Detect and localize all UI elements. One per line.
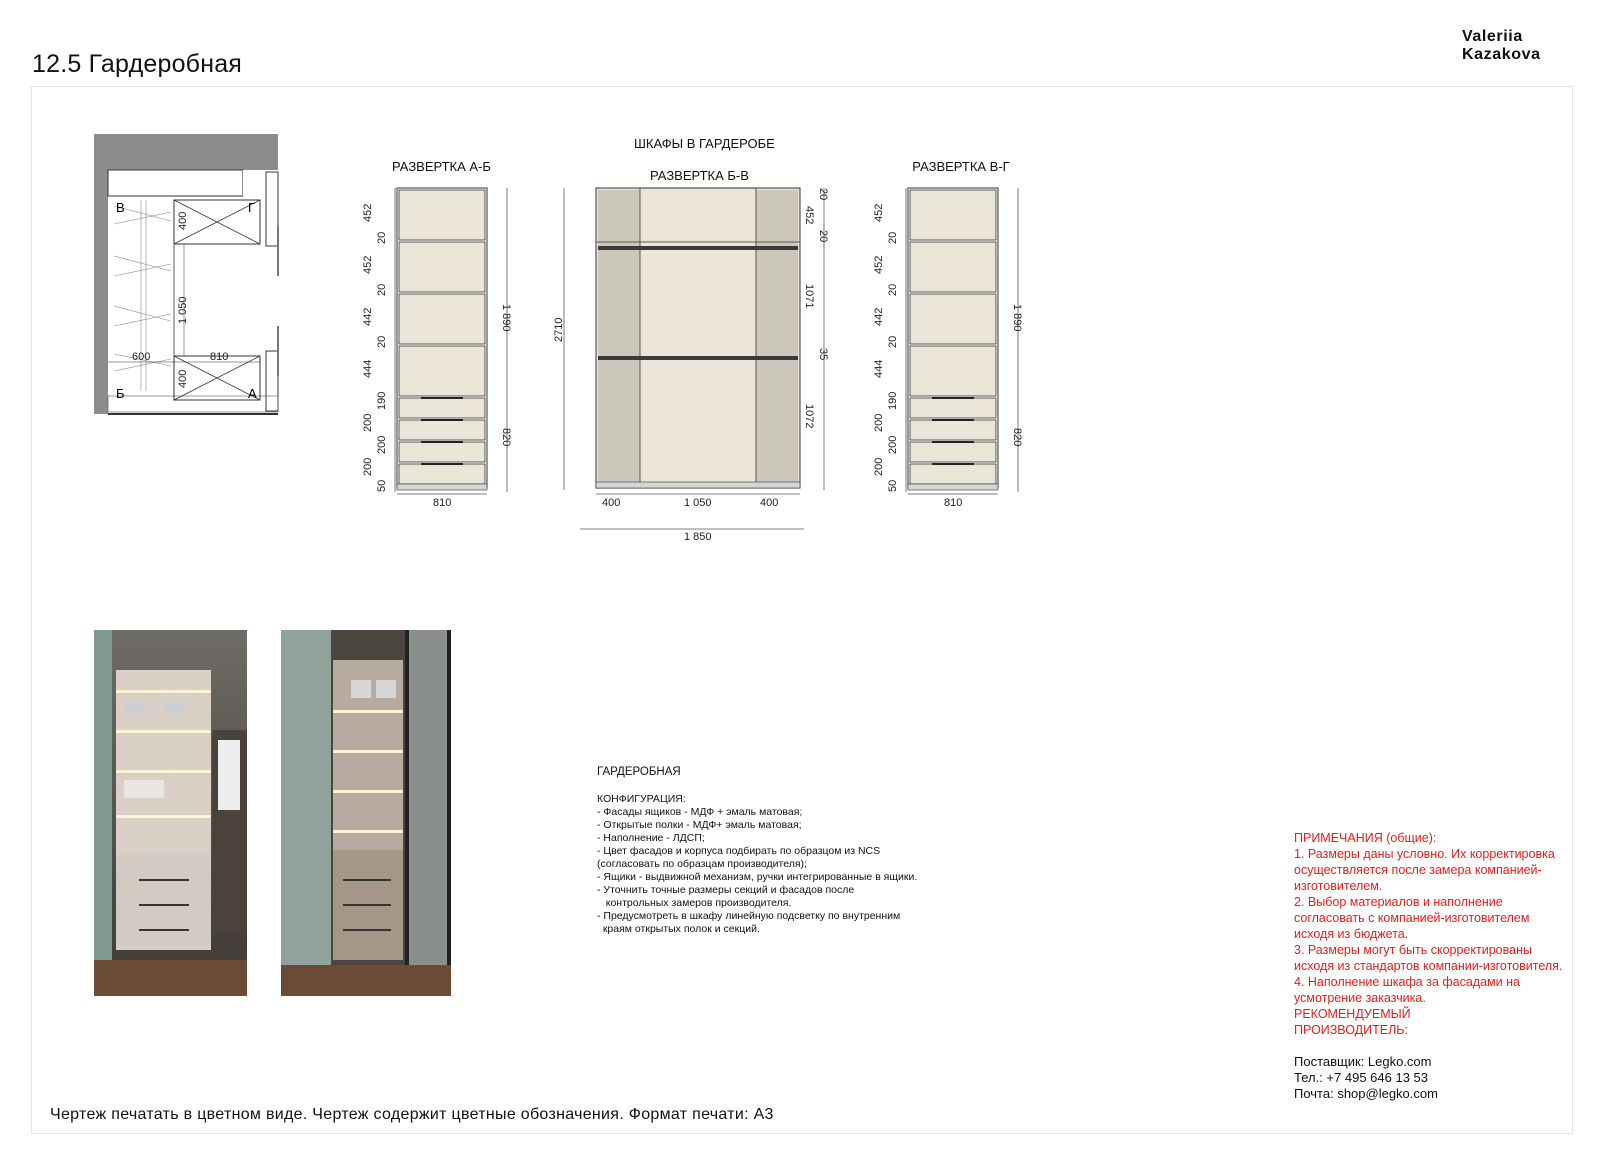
left-dim-4: 442 bbox=[362, 307, 374, 326]
remarks-item: 3. Размеры могут быть скорректированы исходя из стандартов компании-изготовителя. bbox=[1294, 943, 1563, 973]
right-dim-1: 20 bbox=[887, 231, 899, 244]
floor-plan bbox=[86, 126, 286, 421]
plan-dim-600: 600 bbox=[132, 351, 151, 363]
remarks-item: 2. Выбор материалов и наполнение согласовать с компанией-изготовителем исходя из бюджета. bbox=[1294, 895, 1530, 941]
left-dim-0: 452 bbox=[362, 203, 374, 222]
notes-line: контрольных замеров производителя. bbox=[597, 897, 792, 909]
right-dim-4: 442 bbox=[873, 307, 885, 326]
left-dim-5: 20 bbox=[376, 335, 388, 348]
brand-line1: Valeriia bbox=[1462, 28, 1523, 45]
page-title: 12.5 Гардеробная bbox=[32, 50, 243, 78]
right-total-bottom: 820 bbox=[1011, 428, 1023, 447]
notes-line: - Ящики - выдвижной механизм, ручки интегрированные в ящики. bbox=[597, 871, 918, 883]
plan-shelf-top bbox=[108, 170, 243, 196]
remarks-item: 1. Размеры даны условно. Их корректировка осуществляется после замера компанией-изготовителем. bbox=[1294, 847, 1555, 893]
notes-line: - Цвет фасадов и корпуса подбирать по образцом из NCS bbox=[597, 845, 881, 857]
center-width-2: 400 bbox=[760, 497, 779, 509]
left-dim-1: 20 bbox=[376, 231, 388, 244]
right-dim-8: 200 bbox=[873, 413, 885, 432]
plan-gap bbox=[243, 170, 278, 196]
configuration-notes bbox=[597, 766, 917, 936]
notes-line: - Уточнить точные размеры секций и фасадов после bbox=[597, 884, 855, 896]
brand-logo bbox=[1462, 28, 1541, 64]
remarks-item: 4. Наполнение шкафа за фасадами на усмотрение заказчика. bbox=[1294, 975, 1520, 1005]
notes-line: - Наполнение - ЛДСП; bbox=[597, 832, 705, 844]
right-total-top: 1 890 bbox=[1011, 304, 1023, 332]
notes-line: краям открытых полок и секций. bbox=[597, 923, 760, 935]
left-total-bottom: 820 bbox=[500, 428, 512, 447]
center-dim-4: 35 bbox=[817, 348, 829, 361]
notes-config-heading: КОНФИГУРАЦИЯ: bbox=[597, 793, 686, 805]
center-total-width: 1 850 bbox=[684, 531, 712, 543]
notes-line: - Предусмотреть в шкафу линейную подсветку по внутренним bbox=[597, 910, 901, 922]
supplier-info bbox=[1294, 1054, 1438, 1102]
right-dim-5: 20 bbox=[887, 335, 899, 348]
plan-label-a: А bbox=[248, 386, 257, 401]
right-dim-3: 20 bbox=[887, 283, 899, 296]
elevation-center-title: РАЗВЕРТКА Б-В bbox=[650, 168, 749, 183]
notes-line: (согласовать по образцам производителя); bbox=[597, 858, 807, 870]
plan-wall-right-bottom bbox=[266, 351, 278, 411]
left-dim-7: 190 bbox=[376, 391, 388, 410]
notes-line: - Фасады ящиков - МДФ + эмаль матовая; bbox=[597, 806, 803, 818]
plan-wall-left bbox=[94, 134, 108, 414]
center-dim-5: 1072 bbox=[803, 404, 815, 429]
elevation-left-dims bbox=[355, 182, 525, 512]
supplier-name: Поставщик: Legko.com bbox=[1294, 1054, 1432, 1069]
right-dim-7: 190 bbox=[887, 391, 899, 410]
plan-label-b: Б bbox=[116, 386, 125, 401]
center-dim-0: 20 bbox=[817, 188, 829, 201]
right-width: 810 bbox=[944, 497, 963, 509]
center-width-1: 1 050 bbox=[684, 497, 712, 509]
supplier-phone: Тел.: +7 495 646 13 53 bbox=[1294, 1070, 1428, 1085]
right-dim-9: 200 bbox=[887, 435, 899, 454]
right-dim-10: 200 bbox=[873, 457, 885, 476]
elevation-right-title: РАЗВЕРТКА В-Г bbox=[912, 159, 1010, 174]
right-dim-0: 452 bbox=[873, 203, 885, 222]
center-dim-1: 452 bbox=[803, 206, 815, 225]
left-dim-2: 452 bbox=[362, 255, 374, 274]
left-dim-9: 200 bbox=[376, 435, 388, 454]
elevation-right bbox=[866, 182, 1036, 512]
center-height: 2710 bbox=[553, 317, 565, 342]
plan-label-v: В bbox=[116, 200, 125, 215]
supplier-email: Почта: shop@legko.com bbox=[1294, 1086, 1438, 1101]
reference-photo-right bbox=[281, 630, 451, 996]
right-dim-6: 444 bbox=[873, 359, 885, 378]
reference-photo-left bbox=[94, 630, 247, 996]
right-dim-2: 452 bbox=[873, 255, 885, 274]
left-dim-3: 20 bbox=[376, 283, 388, 296]
center-width-0: 400 bbox=[602, 497, 621, 509]
left-dim-8: 200 bbox=[362, 413, 374, 432]
elevations-title: ШКАФЫ В ГАРДЕРОБЕ bbox=[634, 136, 775, 151]
plan-dim-1050: 1 050 bbox=[177, 296, 189, 324]
notes-line: - Открытые полки - МДФ+ эмаль матовая; bbox=[597, 819, 802, 831]
center-dim-3: 1071 bbox=[803, 284, 815, 309]
right-dim-11: 50 bbox=[887, 479, 899, 492]
plan-label-g: Г bbox=[248, 200, 256, 215]
remarks-heading: ПРИМЕЧАНИЯ (общие): bbox=[1294, 831, 1437, 845]
plan-dim-810: 810 bbox=[210, 351, 229, 363]
plan-dim-400-bottom: 400 bbox=[177, 369, 189, 388]
print-note: Чертеж печатать в цветном виде. Чертеж содержит цветные обозначения. Формат печати: А3 bbox=[50, 1106, 774, 1123]
center-dim-2: 20 bbox=[817, 230, 829, 243]
brand-line2: Kazakova bbox=[1462, 46, 1541, 63]
notes-heading: ГАРДЕРОБНАЯ bbox=[597, 766, 681, 778]
left-dim-10: 200 bbox=[362, 457, 374, 476]
left-dim-6: 444 bbox=[362, 359, 374, 378]
plan-dim-400-top: 400 bbox=[177, 211, 189, 230]
left-dim-11: 50 bbox=[376, 479, 388, 492]
plan-wall-top bbox=[94, 134, 278, 170]
elevation-center bbox=[550, 182, 850, 552]
left-width: 810 bbox=[433, 497, 452, 509]
elevation-left-title: РАЗВЕРТКА А-Б bbox=[392, 159, 491, 174]
left-total-top: 1 890 bbox=[500, 304, 512, 332]
general-remarks bbox=[1294, 830, 1564, 1038]
recommended-heading: РЕКОМЕНДУЕМЫЙ ПРОИЗВОДИТЕЛЬ: bbox=[1294, 1007, 1411, 1037]
